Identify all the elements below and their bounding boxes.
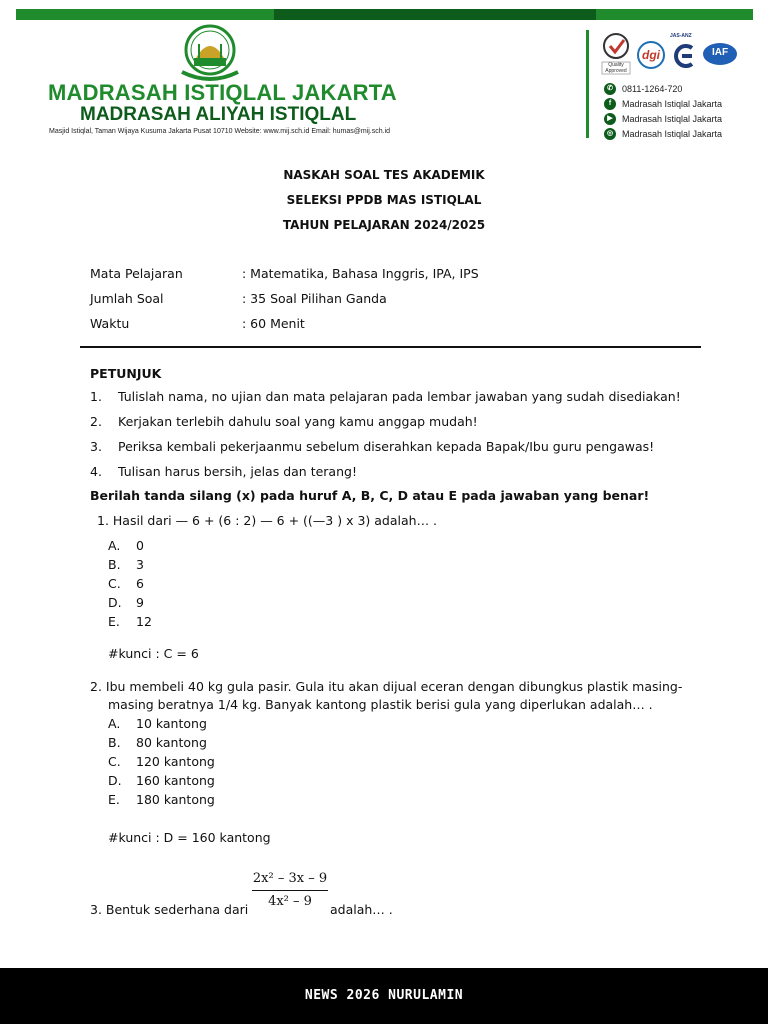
fraction-numerator: 2x² – 3x – 9 xyxy=(252,871,328,886)
info-value: : 60 Menit xyxy=(242,316,305,331)
jas-anz-logo-icon xyxy=(672,44,696,68)
document-titles xyxy=(0,168,768,243)
option-text: 10 kantong xyxy=(136,716,207,731)
option-letter: B. xyxy=(108,735,121,750)
answer-instruction: Berilah tanda silang (x) pada huruf A, B, C, D atau E pada jawaban yang benar! xyxy=(90,488,650,503)
iaf-logo-label: IAF xyxy=(711,47,729,58)
option-text: 80 kantong xyxy=(136,735,207,750)
option-text: 160 kantong xyxy=(136,773,215,788)
list-text: Tulislah nama, no ujian dan mata pelajaran pada lembar jawaban yang sudah disediakan! xyxy=(118,389,681,404)
instagram-icon: ◎ xyxy=(604,128,616,140)
list-number: 1. xyxy=(90,389,102,404)
answer-key-2: #kunci : D = 160 kantong xyxy=(108,830,271,845)
fraction-denominator: 4x² – 9 xyxy=(268,894,312,909)
footer-watermark: NEWS 2026 NURULAMIN xyxy=(304,988,464,1003)
header-top-bar xyxy=(16,9,753,20)
youtube-icon: ▶ xyxy=(604,113,616,125)
document-title: TAHUN PELAJARAN 2024/2025 xyxy=(282,218,486,232)
list-number: 4. xyxy=(90,464,102,479)
list-item xyxy=(90,414,710,439)
option-letter: C. xyxy=(108,576,121,591)
option-letter: D. xyxy=(108,773,122,788)
question-3-fraction xyxy=(252,870,328,911)
list-number: 3. xyxy=(90,439,102,454)
petunjuk-heading: PETUNJUK xyxy=(90,366,162,381)
contact-facebook xyxy=(604,98,722,110)
option-letter: E. xyxy=(108,792,120,807)
question-1-text: 1. Hasil dari — 6 + (6 : 2) — 6 + ((—3 ) x 3) adalah… . xyxy=(97,513,438,528)
option-letter: A. xyxy=(108,716,121,731)
info-value: : 35 Soal Pilihan Ganda xyxy=(242,291,387,306)
section-divider xyxy=(80,346,701,348)
option-text: 120 kantong xyxy=(136,754,215,769)
info-value: : Matematika, Bahasa Inggris, IPA, IPS xyxy=(242,266,479,281)
fraction-bar xyxy=(252,890,328,891)
option-text: 12 xyxy=(136,614,152,629)
list-text: Tulisan harus bersih, jelas dan terang! xyxy=(118,464,357,479)
quality-logo-label: Quality Approved xyxy=(605,62,627,74)
option-text: 6 xyxy=(136,576,144,591)
list-item xyxy=(90,439,710,464)
document-title: SELEKSI PPDB MAS ISTIQLAL xyxy=(286,193,482,207)
school-subtitle: MADRASAH ALIYAH ISTIQLAL xyxy=(80,104,357,125)
petunjuk-list xyxy=(90,389,710,489)
info-row xyxy=(90,291,590,316)
top-bar-segment xyxy=(274,9,596,20)
option-letter: E. xyxy=(108,614,120,629)
option-letter: B. xyxy=(108,557,121,572)
list-item xyxy=(90,464,710,489)
info-label: Waktu xyxy=(90,316,130,331)
option-text: 0 xyxy=(136,538,144,553)
option-text: 9 xyxy=(136,595,144,610)
top-bar-segment xyxy=(596,9,753,20)
question-3-suffix: adalah… . xyxy=(330,902,393,917)
top-bar-segment xyxy=(16,9,274,20)
list-text: Periksa kembali pekerjaanmu sebelum diserahkan kepada Bapak/Ibu guru pengawas! xyxy=(118,439,655,454)
option-text: 3 xyxy=(136,557,144,572)
list-text: Kerjakan terlebih dahulu soal yang kamu anggap mudah! xyxy=(118,414,478,429)
contact-whatsapp xyxy=(604,83,682,95)
contact-youtube xyxy=(604,113,722,125)
school-address: Masjid Istiqlal, Taman Wijaya Kusuma Jakarta Pusat 10710 Website: www.mij.sch.id Email: humas@mij.sch.id xyxy=(49,128,391,135)
header-divider xyxy=(586,30,589,138)
contact-text: 0811-1264-720 xyxy=(622,84,683,94)
school-name: MADRASAH ISTIQLAL JAKARTA xyxy=(48,80,397,105)
contact-instagram xyxy=(604,128,722,140)
question-3-text: 3. Bentuk sederhana dari xyxy=(90,902,249,917)
option-letter: A. xyxy=(108,538,121,553)
info-label: Mata Pelajaran xyxy=(90,266,183,281)
facebook-icon: f xyxy=(604,98,616,110)
list-number: 2. xyxy=(90,414,102,429)
question-2-text-cont: masing beratnya 1/4 kg. Banyak kantong plastik berisi gula yang diperlukan adalah… . xyxy=(108,697,653,712)
question-2-text: 2. Ibu membeli 40 kg gula pasir. Gula itu akan dijual eceran dengan dibungkus plastik masing- xyxy=(90,679,683,694)
jas-logo-label: JAS-ANZ xyxy=(670,33,692,39)
madrasah-emblem-icon xyxy=(176,24,244,84)
list-item xyxy=(90,389,710,414)
document-title: NASKAH SOAL TES AKADEMIK xyxy=(283,168,485,182)
contact-text: Madrasah Istiqlal Jakarta xyxy=(622,129,723,139)
info-label: Jumlah Soal xyxy=(90,291,164,306)
info-row xyxy=(90,266,590,291)
contact-text: Madrasah Istiqlal Jakarta xyxy=(622,99,723,109)
exam-info xyxy=(90,266,590,341)
answer-key-1: #kunci : C = 6 xyxy=(108,646,199,661)
contact-text: Madrasah Istiqlal Jakarta xyxy=(622,114,723,124)
option-text: 180 kantong xyxy=(136,792,215,807)
option-letter: C. xyxy=(108,754,121,769)
option-letter: D. xyxy=(108,595,122,610)
whatsapp-icon: ✆ xyxy=(604,83,616,95)
info-row xyxy=(90,316,590,341)
dgi-logo-label: dgi xyxy=(642,48,660,62)
